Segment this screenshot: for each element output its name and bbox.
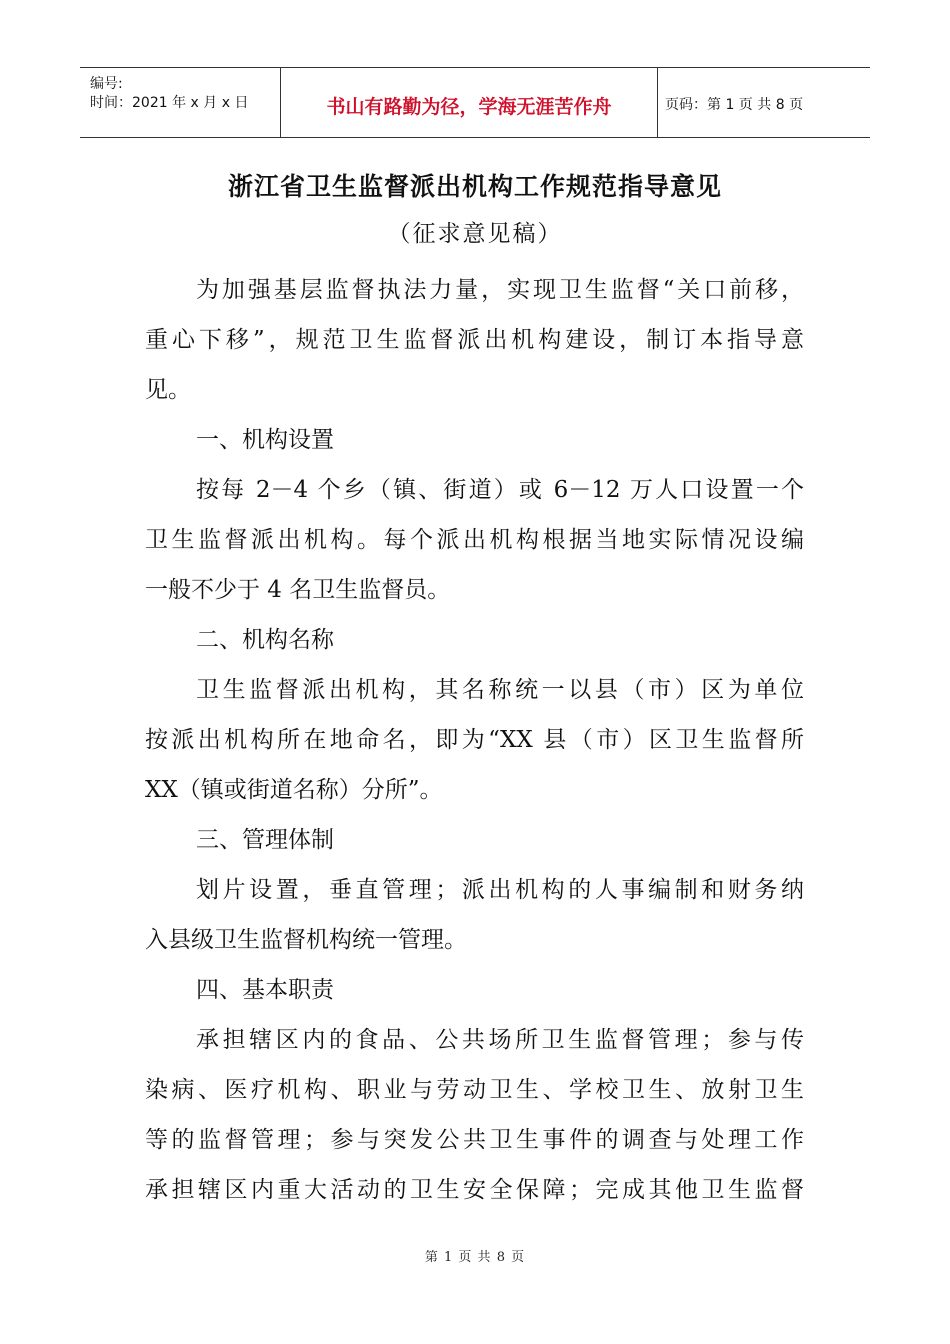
header-motto-cell [280, 68, 658, 137]
body-line: 承担辖区内重大活动的卫生安全保障；完成其他卫生监督 [145, 1177, 804, 1203]
document-header [80, 67, 870, 138]
page-footer: 第 1 页 共 8 页 [424, 1250, 526, 1265]
section-heading: 一、机构设置 [196, 427, 334, 453]
body-line: 卫生监督派出机构。每个派出机构根据当地实际情况设编 [145, 527, 804, 553]
body-line: 卫生监督派出机构，其名称统一以县（市）区为单位 [196, 677, 804, 703]
document-title: 浙江省卫生监督派出机构工作规范指导意见 [227, 172, 722, 201]
body-line: 按每 2－4 个乡（镇、街道）或 6－12 万人口设置一个 [196, 477, 804, 503]
document-subtitle: （征求意见稿） [387, 221, 563, 247]
section-heading: 三、管理体制 [196, 827, 334, 853]
body-line: 入县级卫生监督机构统一管理。 [145, 927, 467, 953]
motto-text: 书山有路勤为径，学海无涯苦作舟 [326, 96, 612, 118]
body-line: 为加强基层监督执法力量，实现卫生监督“关口前移， [196, 277, 804, 303]
header-page-cell [657, 68, 870, 137]
page-info: 页码：第 1 页 共 8 页 [665, 97, 804, 113]
body-line: 按派出机构所在地命名，即为“XX 县（市）区卫生监督所 [145, 727, 804, 753]
time-label: 时间：2021 年 x 月 x 日 [90, 95, 249, 111]
header-meta-cell [80, 68, 280, 137]
body-line: 重心下移”，规范卫生监督派出机构建设，制订本指导意 [145, 327, 804, 353]
number-label: 编号: [90, 76, 123, 92]
body-line: 一般不少于 4 名卫生监督员。 [145, 577, 451, 603]
body-line: 划片设置，垂直管理；派出机构的人事编制和财务纳 [196, 877, 804, 903]
section-heading: 四、基本职责 [196, 977, 334, 1003]
body-line: 承担辖区内的食品、公共场所卫生监督管理；参与传 [196, 1027, 804, 1053]
section-heading: 二、机构名称 [196, 627, 334, 653]
body-line: 染病、医疗机构、职业与劳动卫生、学校卫生、放射卫生 [145, 1077, 804, 1103]
body-line: 等的监督管理；参与突发公共卫生事件的调查与处理工作 [145, 1127, 804, 1153]
body-line: 见。 [145, 377, 191, 403]
body-line: XX（镇或街道名称）分所”。 [145, 777, 443, 803]
